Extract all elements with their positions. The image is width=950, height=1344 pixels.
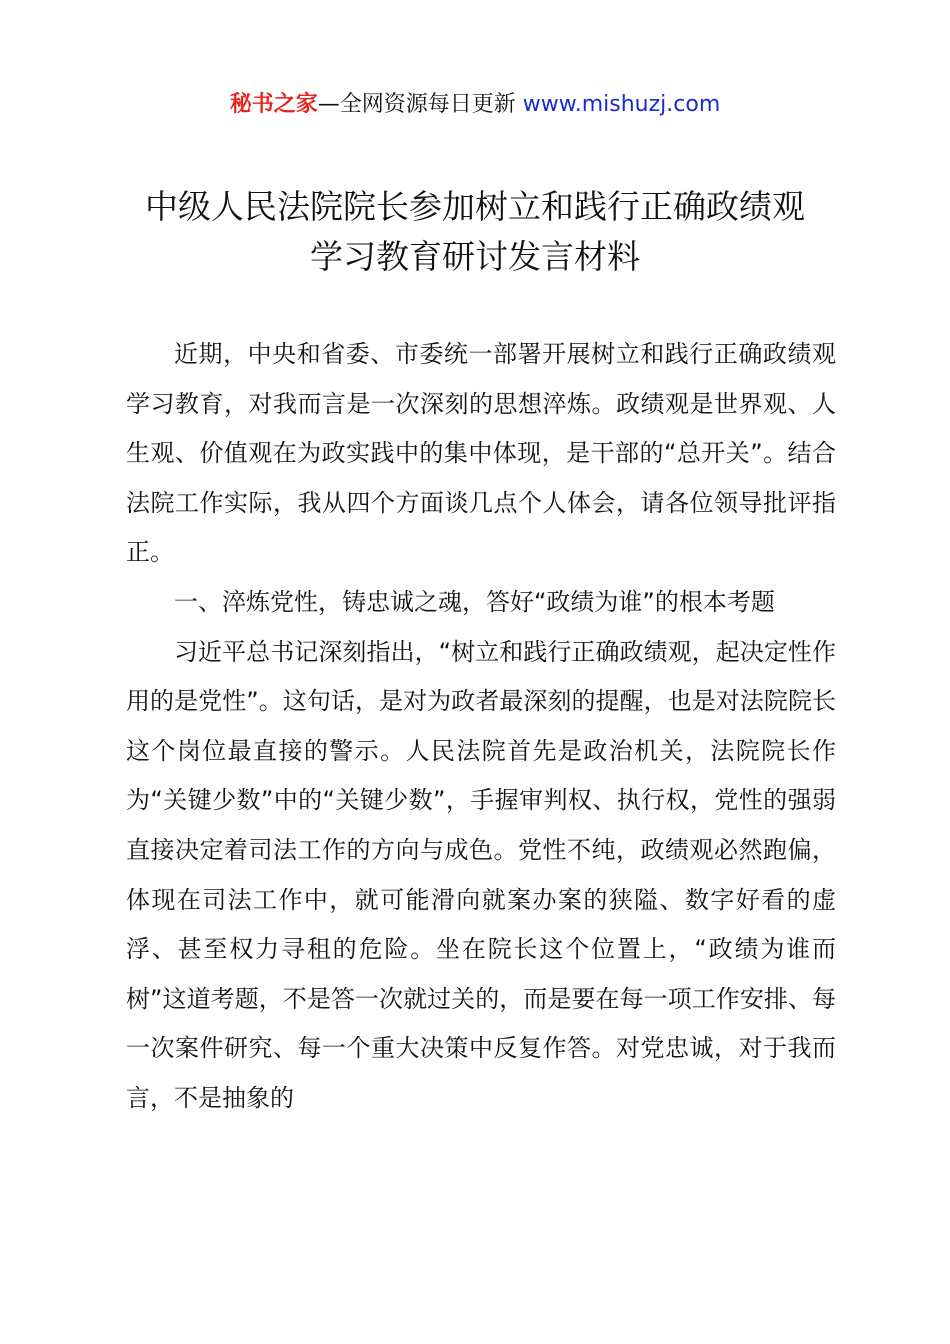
site-brand: 秘书之家 [229, 92, 318, 117]
section-heading-1: 一、淬炼党性，铸忠诚之魂，答好“政绩为谁”的根本考题 [174, 587, 775, 616]
paragraph-intro: 近期，中央和省委、市委统一部署开展树立和践行正确政绩观学习教育，对我而言是一次深刻的思想淬炼。政绩观是世界观、人生观、价值观在为政实践中的集中体现，是干部的“总开关”。结合法院工作实际，我从四个方面谈几点个人体会，请各位领导批评指正。 [126, 340, 836, 567]
site-tagline: —全网资源每日更新 [317, 92, 523, 117]
document-body [126, 330, 836, 1124]
title-line-1: 中级人民法院院长参加树立和践行正确政绩观 [145, 187, 805, 226]
title-line-2: 学习教育研讨发言材料 [310, 237, 640, 276]
site-header [0, 88, 950, 122]
site-url-link[interactable]: www.mishuzj.com [522, 92, 721, 117]
paragraph-section-1: 习近平总书记深刻指出，“树立和践行正确政绩观，起决定性作用的是党性”。这句话，是对为政者最深刻的提醒，也是对法院院长这个岗位最直接的警示。人民法院首先是政治机关，法院院长作为“关键少数”中的“关键少数”，手握审判权、执行权，党性的强弱直接决定着司法工作的方向与成色。党性不纯，政绩观必然跑偏，体现在司法工作中，就可能滑向就案办案的狭隘、数字好看的虚浮、甚至权力寻租的危险。坐在院长这个位置上，“政绩为谁而树”这道考题，不是答一次就过关的，而是要在每一项工作安排、每一次案件研究、每一个重大决策中反复作答。对党忠诚，对于我而言，不是抽象的 [126, 637, 836, 1112]
document-title [100, 182, 850, 282]
